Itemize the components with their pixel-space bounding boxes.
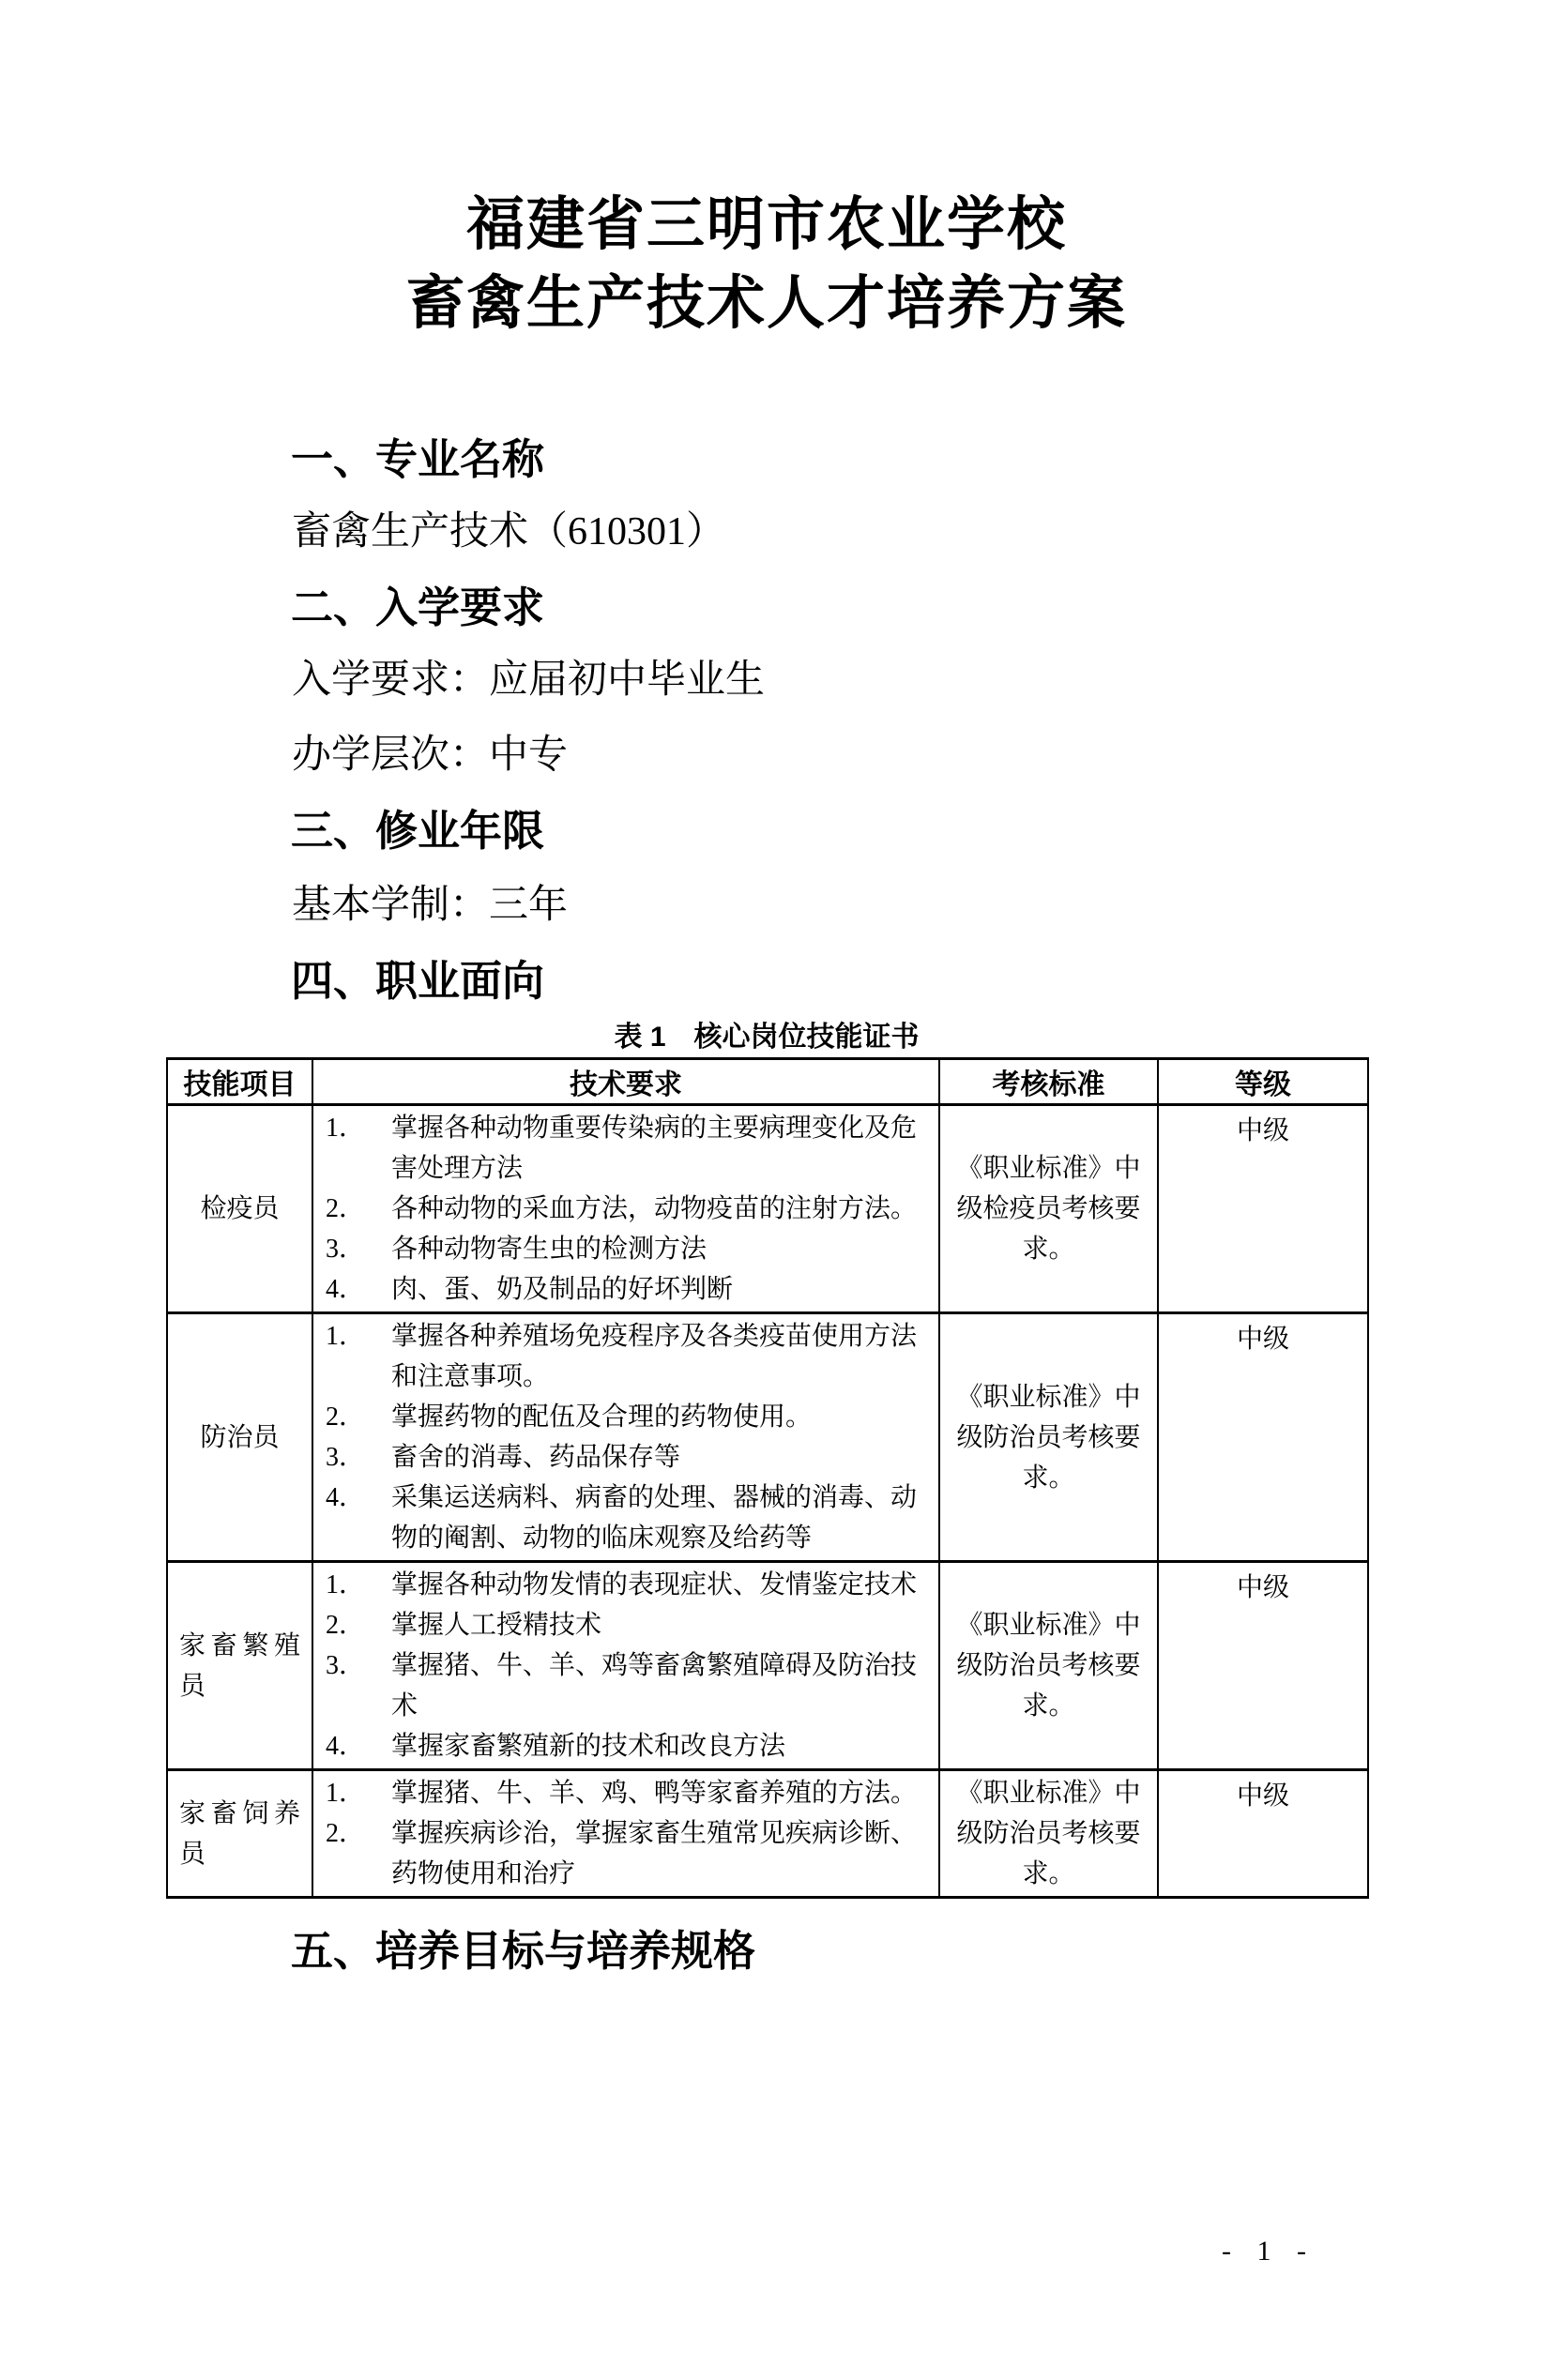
education-level-text: 办学层次：中专	[292, 734, 569, 777]
requirement-item	[326, 1605, 929, 1645]
requirement-text: 掌握药物的配伍及合理的药物使用。	[391, 1402, 813, 1432]
requirement-number: 3．	[326, 1235, 366, 1264]
header-skill-item: 技能项目	[167, 1059, 312, 1105]
header-assessment-standard: 考核标准	[939, 1059, 1158, 1105]
standard-cell: 《职业标准》中级防治员考核要求。	[939, 1313, 1158, 1562]
level-cell: 中级	[1158, 1313, 1368, 1562]
table-row	[167, 1562, 1368, 1770]
requirement-item	[326, 1437, 929, 1478]
requirement-text: 掌握疾病诊治，掌握家畜生殖常见疾病诊断、药物使用和治疗	[391, 1819, 918, 1888]
table-row	[167, 1770, 1368, 1898]
requirement-number: 1．	[326, 1114, 366, 1143]
requirement-item	[326, 1478, 929, 1558]
requirement-number: 1．	[326, 1322, 366, 1351]
requirement-text: 各种动物寄生虫的检测方法	[391, 1235, 708, 1264]
table-header-row	[167, 1059, 1368, 1105]
standard-cell: 《职业标准》中级检疫员考核要求。	[939, 1105, 1158, 1313]
requirement-text: 肉、蛋、奶及制品的好坏判断	[391, 1275, 734, 1304]
standard-cell: 《职业标准》中级防治员考核要求。	[939, 1562, 1158, 1770]
requirement-text: 掌握各种动物发情的表现症状、发情鉴定技术	[391, 1570, 918, 1599]
requirement-text: 畜舍的消毒、药品保存等	[391, 1443, 681, 1472]
section-heading-4: 四、职业面向	[291, 957, 545, 1005]
requirement-number: 2．	[326, 1194, 366, 1223]
requirement-number: 3．	[326, 1651, 366, 1680]
header-level: 等级	[1158, 1059, 1368, 1105]
section-heading-5: 五、培养目标与培养规格	[291, 1927, 756, 1975]
level-cell: 中级	[1158, 1105, 1368, 1313]
document-page	[0, 186, 1552, 2380]
requirement-text: 掌握猪、牛、羊、鸡等畜禽繁殖障碍及防治技术	[391, 1651, 918, 1721]
requirement-text: 掌握各种动物重要传染病的主要病理变化及危害处理方法	[391, 1114, 918, 1183]
table-row	[167, 1313, 1368, 1562]
requirements-cell	[312, 1562, 939, 1770]
page-number: - 1 -	[1222, 2236, 1316, 2266]
skill-name-cell: 家畜繁殖员	[167, 1562, 312, 1770]
requirement-number: 2．	[326, 1402, 366, 1432]
skill-name-cell: 检疫员	[167, 1105, 312, 1313]
title-line-1: 福建省三明市农业学校	[465, 193, 1067, 257]
core-skills-table	[166, 1057, 1369, 1899]
table-row	[167, 1105, 1368, 1313]
requirement-text: 掌握家畜繁殖新的技术和改良方法	[391, 1732, 786, 1761]
requirement-item	[326, 1229, 929, 1269]
header-technical-requirements: 技术要求	[312, 1059, 939, 1105]
requirement-text: 掌握人工授精技术	[391, 1611, 602, 1640]
requirement-number: 4．	[326, 1483, 366, 1512]
table-caption: 表 1 核心岗位技能证书	[614, 1022, 920, 1053]
requirement-item	[326, 1397, 929, 1437]
requirement-number: 4．	[326, 1732, 366, 1761]
requirement-number: 3．	[326, 1443, 366, 1472]
requirement-number: 1．	[326, 1570, 366, 1599]
level-cell: 中级	[1158, 1770, 1368, 1898]
requirement-item	[326, 1189, 929, 1229]
requirement-number: 2．	[326, 1819, 366, 1848]
requirement-number: 1．	[326, 1779, 366, 1808]
requirement-number: 4．	[326, 1275, 366, 1304]
section-heading-3: 三、修业年限	[291, 807, 545, 855]
title-line-2: 畜禽生产技术人才培养方案	[405, 272, 1127, 336]
requirement-item	[326, 1813, 929, 1894]
standard-cell: 《职业标准》中级防治员考核要求。	[939, 1770, 1158, 1898]
major-name-text: 畜禽生产技术（610301）	[292, 510, 726, 553]
requirement-item	[326, 1108, 929, 1189]
requirement-text: 掌握各种养殖场免疫程序及各类疫苗使用方法和注意事项。	[391, 1322, 918, 1391]
requirement-item	[326, 1269, 929, 1310]
section-heading-2: 二、入学要求	[291, 584, 545, 631]
requirement-text: 掌握猪、牛、羊、鸡、鸭等家畜养殖的方法。	[391, 1779, 918, 1808]
requirement-item	[326, 1565, 929, 1605]
requirements-cell	[312, 1313, 939, 1562]
requirement-item	[326, 1726, 929, 1766]
skill-name-cell: 家畜饲养员	[167, 1770, 312, 1898]
requirement-item	[326, 1645, 929, 1726]
requirement-item	[326, 1316, 929, 1397]
section-heading-1: 一、专业名称	[291, 435, 545, 483]
requirement-number: 2．	[326, 1611, 366, 1640]
level-cell: 中级	[1158, 1562, 1368, 1770]
admission-requirement-text: 入学要求：应届初中毕业生	[292, 659, 766, 702]
requirement-text: 各种动物的采血方法，动物疫苗的注射方法。	[391, 1194, 918, 1223]
skill-name-cell: 防治员	[167, 1313, 312, 1562]
requirement-text: 采集运送病料、病畜的处理、器械的消毒、动物的阉割、动物的临床观察及给药等	[391, 1483, 918, 1553]
study-duration-text: 基本学制：三年	[292, 884, 569, 927]
requirements-cell	[312, 1105, 939, 1313]
requirements-cell	[312, 1770, 939, 1898]
requirement-item	[326, 1773, 929, 1813]
document-title	[166, 186, 1367, 343]
